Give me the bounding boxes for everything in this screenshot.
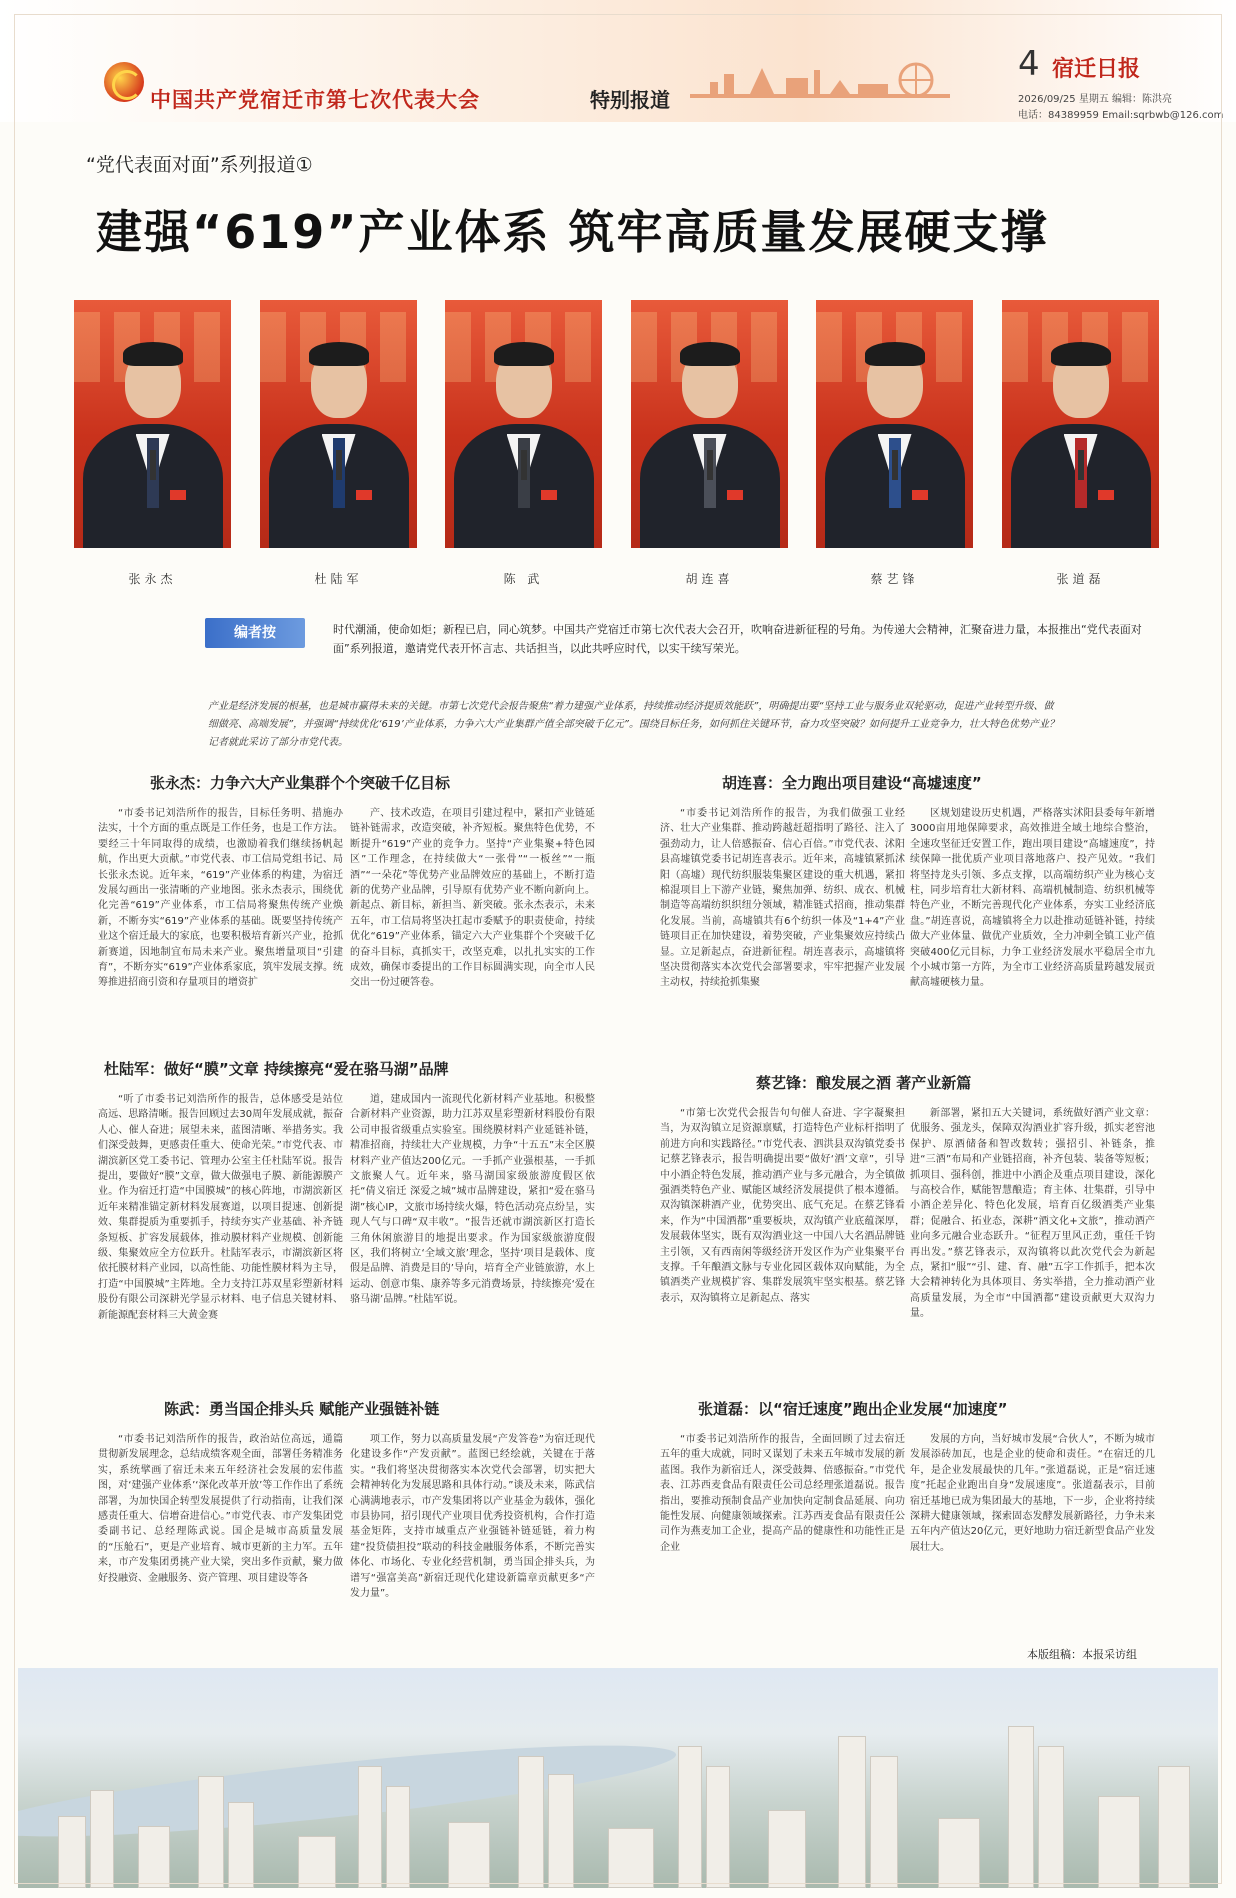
congress-title: 中国共产党宿迁市第七次代表大会 [150, 88, 480, 112]
article-column: “市委书记刘浩所作的报告，政治站位高远，通篇贯彻新发展理念，总结成绩客观全面，部署任务精准务实，系统擘画了宿迁未来五年经济社会发展的宏伟蓝图，对‘建强产业体系’‘深化改革开放’等工作作出了系统部署，为加快国企转型发展提供了行动指南，让我们深感责任重大、信增奋进信心。”市党代表、市产发集团党委副书记、总经理陈武说。国企是城市高质量发展的“压舱石”，更是产业培育、城市更新的主力军。五年来，市产发集团勇挑产业大梁，突出多作贡献，聚力做好投融资、金融服务、资产管理、项目建设等各 [98, 1434, 343, 1584]
article-column: “市第七次党代会报告句句催人奋进、字字凝聚担当，为双沟镇立足资源禀赋，打造特色产业标杆指明了前进方向和实践路径。”市党代表、泗洪县双沟镇党委书记蔡艺锋表示，报告明确提出要“做好‘酒’文章”，引导中小酒企特色发展，推动酒产业与多元融合，为全镇做强酒类特色产业、赋能区域经济发展提供了根本遵循。双沟镇深耕酒产业，优势突出、底气充足。在蔡艺锋看来，作为“中国酒都”重要板块，双沟镇产业底蕴深厚，发展载体坚实，既有双沟酒业这一中国八大名酒品牌链主引领，又有西南闲等级经济开发区作为产业集聚平台支撑。千年酿酒文脉与专业化园区载体双向赋能，为全镇酒类产业规模扩容、集群发展筑牢坚实根基。蔡艺锋表示，双沟镇将立足新起点、落实 [660, 1108, 905, 1304]
party-emblem-icon [104, 62, 144, 102]
masthead [0, 0, 1236, 122]
series-label: “党代表面对面”系列报道① [86, 154, 313, 176]
article-column: 项工作，努力以高质量发展“产发答卷”为宿迁现代化建设多作“产发贡献”。蓝图已经绘就，关键在于落实。“我们将坚决贯彻落实本次党代会部署，切实把大会精神转化为发展思路和具体行动。”谈及未来，陈武信心满满地表示，市产发集团将以产业基金为载体，强化市县协同，招引现代产业项目优秀投资机构，合作打造基金矩阵，支持市域重点产业强链补链延链，着力构建“投贷债担投”联动的科技金融服务体系，不断完善实体化、市场化、专业化经营机制，勇当国企排头兵，为谱写“强富美高”新宿迁现代化建设新篇章贡献更多“产发力量”。 [350, 1434, 595, 1600]
delegate-portraits [74, 300, 1160, 590]
section-title: 张永杰：力争六大产业集群个个突破千亿目标 [150, 774, 451, 792]
article-column: 新部署，紧扣五大关键词，系统做好酒产业文章：优服务、强龙头，保障双沟酒业扩容升级，抓实老窖池保护、原酒储备和智改数转；强招引、补链条，推进“三酒”布局和产业链招商，补齐包装、装备等短板；抓项目、强科创，推进中小酒企及重点项目建设，深化与高校合作，赋能智慧酿造；育主体、壮集群，引导中小酒企差异化、特色化发展，培育百亿级酒类产业集群；促融合、拓业态，深耕“酒文化+文旅”，推动酒产业向多元融合业态跃升。“征程万里风正劲，重任千钧再出发。”蔡艺锋表示，双沟镇将以此次党代会为新起点，紧扣“服”“引、建、育、融”五字工作抓手，把本次大会精神转化为具体项目、务实举措，全力推动酒产业高质量发展，为全市“中国酒都”建设贡献更大双沟力量。 [910, 1108, 1155, 1320]
page-number: 4 [1018, 44, 1040, 84]
editor-note-label: 编者按 [205, 618, 305, 648]
section-title: 蔡艺锋：酿发展之酒 著产业新篇 [756, 1074, 972, 1092]
delegate-name: 陈 武 [503, 572, 544, 586]
delegate-badge-icon [356, 490, 372, 500]
delegate-photo [260, 300, 417, 548]
delegate-badge-icon [1098, 490, 1114, 500]
section-title: 杜陆军：做好“膜”文章 持续擦亮“爱在骆马湖”品牌 [104, 1060, 449, 1078]
delegate-photo [1002, 300, 1159, 548]
delegate-badge-icon [727, 490, 743, 500]
delegate-photo [816, 300, 973, 548]
delegate-portrait [260, 300, 417, 587]
article-column: “听了市委书记刘浩所作的报告，总体感受是站位高远、思路清晰。报告回顾过去30周年发展成就，振奋人心、催人奋进；展望未来，蓝图清晰、举措务实。我们深受鼓舞，更感责任重大、使命光荣。”市党代表、市湖滨新区党工委书记、管理办公室主任杜陆军说。报告提出，要做好“膜”文章，做大做强电子膜、新能源膜产业。作为宿迁打造“中国膜城”的核心阵地，市湖滨新区近年来精准锚定新材料发展赛道，以项目提速、创新提效、集群提质为重要抓手，持续夯实产业基础、补齐链条短板、扩容发展载体，推动膜材料产业规模、创新能级、集聚效应全方位跃升。杜陆军表示，市湖滨新区将依托膜材料产业园，以高性能、功能性膜材料为主导，打造“中国膜城”主阵地。全力支持江苏双星彩塑新材料股份有限公司深耕光学显示材料、电子信息关键材料、新能源配套材料三大黄金赛 [98, 1094, 343, 1321]
article-column: “市委书记刘浩所作的报告，全面回顾了过去宿迁五年的重大成就，同时又谋划了未来五年城市发展的新蓝图。我作为新宿迁人，深受鼓舞、倍感振奋。”市党代表、江苏西麦食品有限责任公司总经理张道磊说。报告指出，要推动预制食品产业加快向定制食品延展、向功能性发展、向健康领域探索。江苏西麦食品有限责任公司作为燕麦加工企业，提高产品的健康性和功能性正是企业 [660, 1434, 905, 1553]
delegate-photo [631, 300, 788, 548]
page-credit: 本版组稿：本报采访组 [1027, 1648, 1137, 1661]
city-panorama-image [18, 1668, 1218, 1888]
delegate-name: 杜陆军 [314, 572, 363, 586]
article-column: 区规划建设历史机遇，严格落实沭阳县委每年新增3000亩用地保障要求，高效推进全域土地综合整治，全速攻坚征迁安置工作，跑出项目建设“高墟速度”，持续保障一批优质产业项目落地落户、投产见效。“我们将坚持龙头引领、多点支撑，以高端纺织产业为核心支柱，同步培育壮大新材料、高端机械制造、纺织机械等特色产业，不断完善现代化产业体系，夯实工业经济底盘。”胡连喜说，高墟镇将全力以赴推动延链补链，持续做大产业体量、做优产业质效，全力冲刺全镇工业产值突破400亿元目标，力争工业经济发展水平稳居全市九个小城市第一方阵，为全市工业经济高质量跨越发展贡献高墟硬核力量。 [910, 808, 1155, 989]
delegate-name: 张道磊 [1056, 572, 1105, 586]
article-column: 发展的方向，当好城市发展“合伙人”，不断为城市发展添砖加瓦，也是企业的使命和责任。“在宿迁的几年，是企业发展最快的几年。”张道磊说，正是“宿迁速度”托起企业跑出自身“发展速度”。张道磊表示，目前宿迁基地已成为集团最大的基地，下一步，企业将持续深耕大健康领域，探索固态发酵发展新路径，力争未来五年内产值达20亿元，更好地助力宿迁新型食品产业发展壮大。 [910, 1434, 1155, 1553]
section-title: 张道磊：以“宿迁速度”跑出企业发展“加速度” [698, 1400, 1008, 1418]
delegate-photo [74, 300, 231, 548]
page-headline: 建强“619”产业体系 筑牢高质量发展硬支撑 [96, 205, 1049, 259]
dateline: 2026/09/25 星期五 编辑：陈洪亮 [1018, 94, 1172, 105]
delegate-portrait [1002, 300, 1159, 587]
editor-note-text: 时代潮涌，使命如炬；新程已启，同心筑梦。中国共产党宿迁市第七次代表大会召开，吹响奋进新征程的号角。为传递大会精神，汇聚奋进力量，本报推出“党代表面对面”系列报道，邀请党代表开怀言志、共话担当，以此共呼应时代，以实干续写荣光。 [333, 623, 1142, 655]
delegate-portrait [816, 300, 973, 587]
article-column: 产、技术改造，在项目引建过程中，紧扣产业链延链补链需求，改造突破，补齐短板。聚焦特色优势，不断提升“619”产业的竞争力。坚持“产业集聚+特色园区”工作理念，在持续做大“一张骨”“一板丝”“一瓶酒”“一朵花”等优势产业品牌效应的基础上，不断打造新的优势产业品牌，引导原有优势产业不断向新向上。新起点、新目标，新担当、新突破。张永杰表示，未来五年，市工信局将坚决扛起市委赋予的职责使命，持续优化“619”产业体系，锚定六大产业集群个个突破千亿的奋斗目标，真抓实干，改坚克难，以扎扎实实的工作成效，确保市委提出的工作目标圆满实现，向全市人民交出一份过硬答卷。 [350, 808, 595, 989]
delegate-badge-icon [170, 490, 186, 500]
intro-text: 产业是经济发展的根基，也是城市赢得未来的关键。市第七次党代会报告聚焦“着力建强产业体系，持续推动经济提质效能跃”，明确提出要“坚持工业与服务业双轮驱动，促进产业转型升级、做细做亮、高端发展”，并强调“持续优化‘619’产业体系，力争六大产业集群产值全部突破千亿元”。围绕目标任务，如何抓住关键环节，奋力攻坚突破？如何提升工业竞争力，壮大特色优势产业？记者就此采访了部分市党代表。 [208, 701, 1059, 748]
editor-note-tag [205, 614, 317, 650]
city-skyline-icon [690, 60, 950, 110]
delegate-badge-icon [541, 490, 557, 500]
section-title: 陈武：勇当国企排头兵 赋能产业强链补链 [164, 1400, 440, 1418]
delegate-badge-icon [912, 490, 928, 500]
delegate-name: 张永杰 [128, 572, 177, 586]
contact-info: 电话：84389959 Email:sqrbwb@126.com [1018, 110, 1224, 121]
newspaper-logo: 宿迁日报 [1052, 56, 1141, 82]
special-report-label: 特别报道 [590, 88, 670, 112]
article-column: “市委书记刘浩所作的报告，目标任务明、措施办法实，十个方面的重点既是工作任务，也是工作方法。要经三十年同取得的成绩，也激励着我们继续扬帆起航，作出更大贡献。”市党代表、市工信局党组书记、局长张永杰说。近年来，“619”产业体系的构建，为宿迁发展勾画出一张清晰的产业地图。张永杰表示，围绕优化完善“619”产业体系，市工信局将聚焦传统产业焕新，不断夯实“619”产业体系的基础。既要坚持传统产业这个宿迁最大的家底，也要积极培育新兴产业，抢抓新赛道，因地制宜布局未来产业。聚焦增量项目“引建育”，不断夯实“619”产业体系家底，筑牢发展支撑。统筹推进招商引资和存量项目的增资扩 [98, 808, 343, 989]
section-title: 胡连喜：全力跑出项目建设“高墟速度” [722, 774, 982, 792]
river [18, 1728, 679, 1855]
delegate-photo [445, 300, 602, 548]
article-column: “市委书记刘浩所作的报告，为我们做强工业经济、壮大产业集群、推动跨越赶超指明了路径、注入了强劲动力，让人倍感振奋、信心百倍。”市党代表、沭阳县高墟镇党委书记胡连喜表示。近年来，高墟镇紧抓沭阳（高墟）现代纺织服装集聚区建设的重大机遇，紧扣棉混项目上下游产业链，聚焦加弹、纺织、成衣、机械制造等高端纺织织纽分领域，精准链式招商，推动集群化发展。当前，高墟镇共有6个纺织一体及“1+4”产业链项目正在加快建设，着势突破，产业集聚效应持续凸显。立足新起点，奋进新征程。胡连喜表示，高墟镇将坚决贯彻落实本次党代会部署要求，牢牢把握产业发展主动权，持续抢抓集聚 [660, 808, 905, 989]
delegate-portrait [74, 300, 231, 587]
delegate-portrait [445, 300, 602, 587]
delegate-portrait [631, 300, 788, 587]
delegate-name: 蔡艺锋 [870, 572, 919, 586]
delegate-name: 胡连喜 [685, 572, 734, 586]
article-column: 道，建成国内一流现代化新材料产业基地。积极整合新材料产业资源，助力江苏双星彩塑新材料股份有限公司申报省级重点实验室。围绕膜材料产业延链补链，精准招商，持续壮大产业规模，力争“十五五”末全区膜材料产业产值达200亿元。一手抓产业强根基，一手抓文旅聚人气。近年来，骆马湖国家级旅游度假区依托“倩义宿迁 深爱之城”城市品牌建设，紧扣“爱在骆马湖”核心IP，文旅市场持续火爆，特色活动亮点纷呈，实现人气与口碑“双丰收”。“报告还就市湖滨新区打造长三角休闲旅游目的地提出要求。作为国家级旅游度假区，我们将树立‘全域文旅’理念，坚持‘项目是载体、度假是品牌、消费是目的’导向，培育全产业链旅游，水上运动、创意市集、康养等多元消费场景，持续擦亮‘爱在骆马湖’品牌。”杜陆军说。 [350, 1094, 595, 1306]
